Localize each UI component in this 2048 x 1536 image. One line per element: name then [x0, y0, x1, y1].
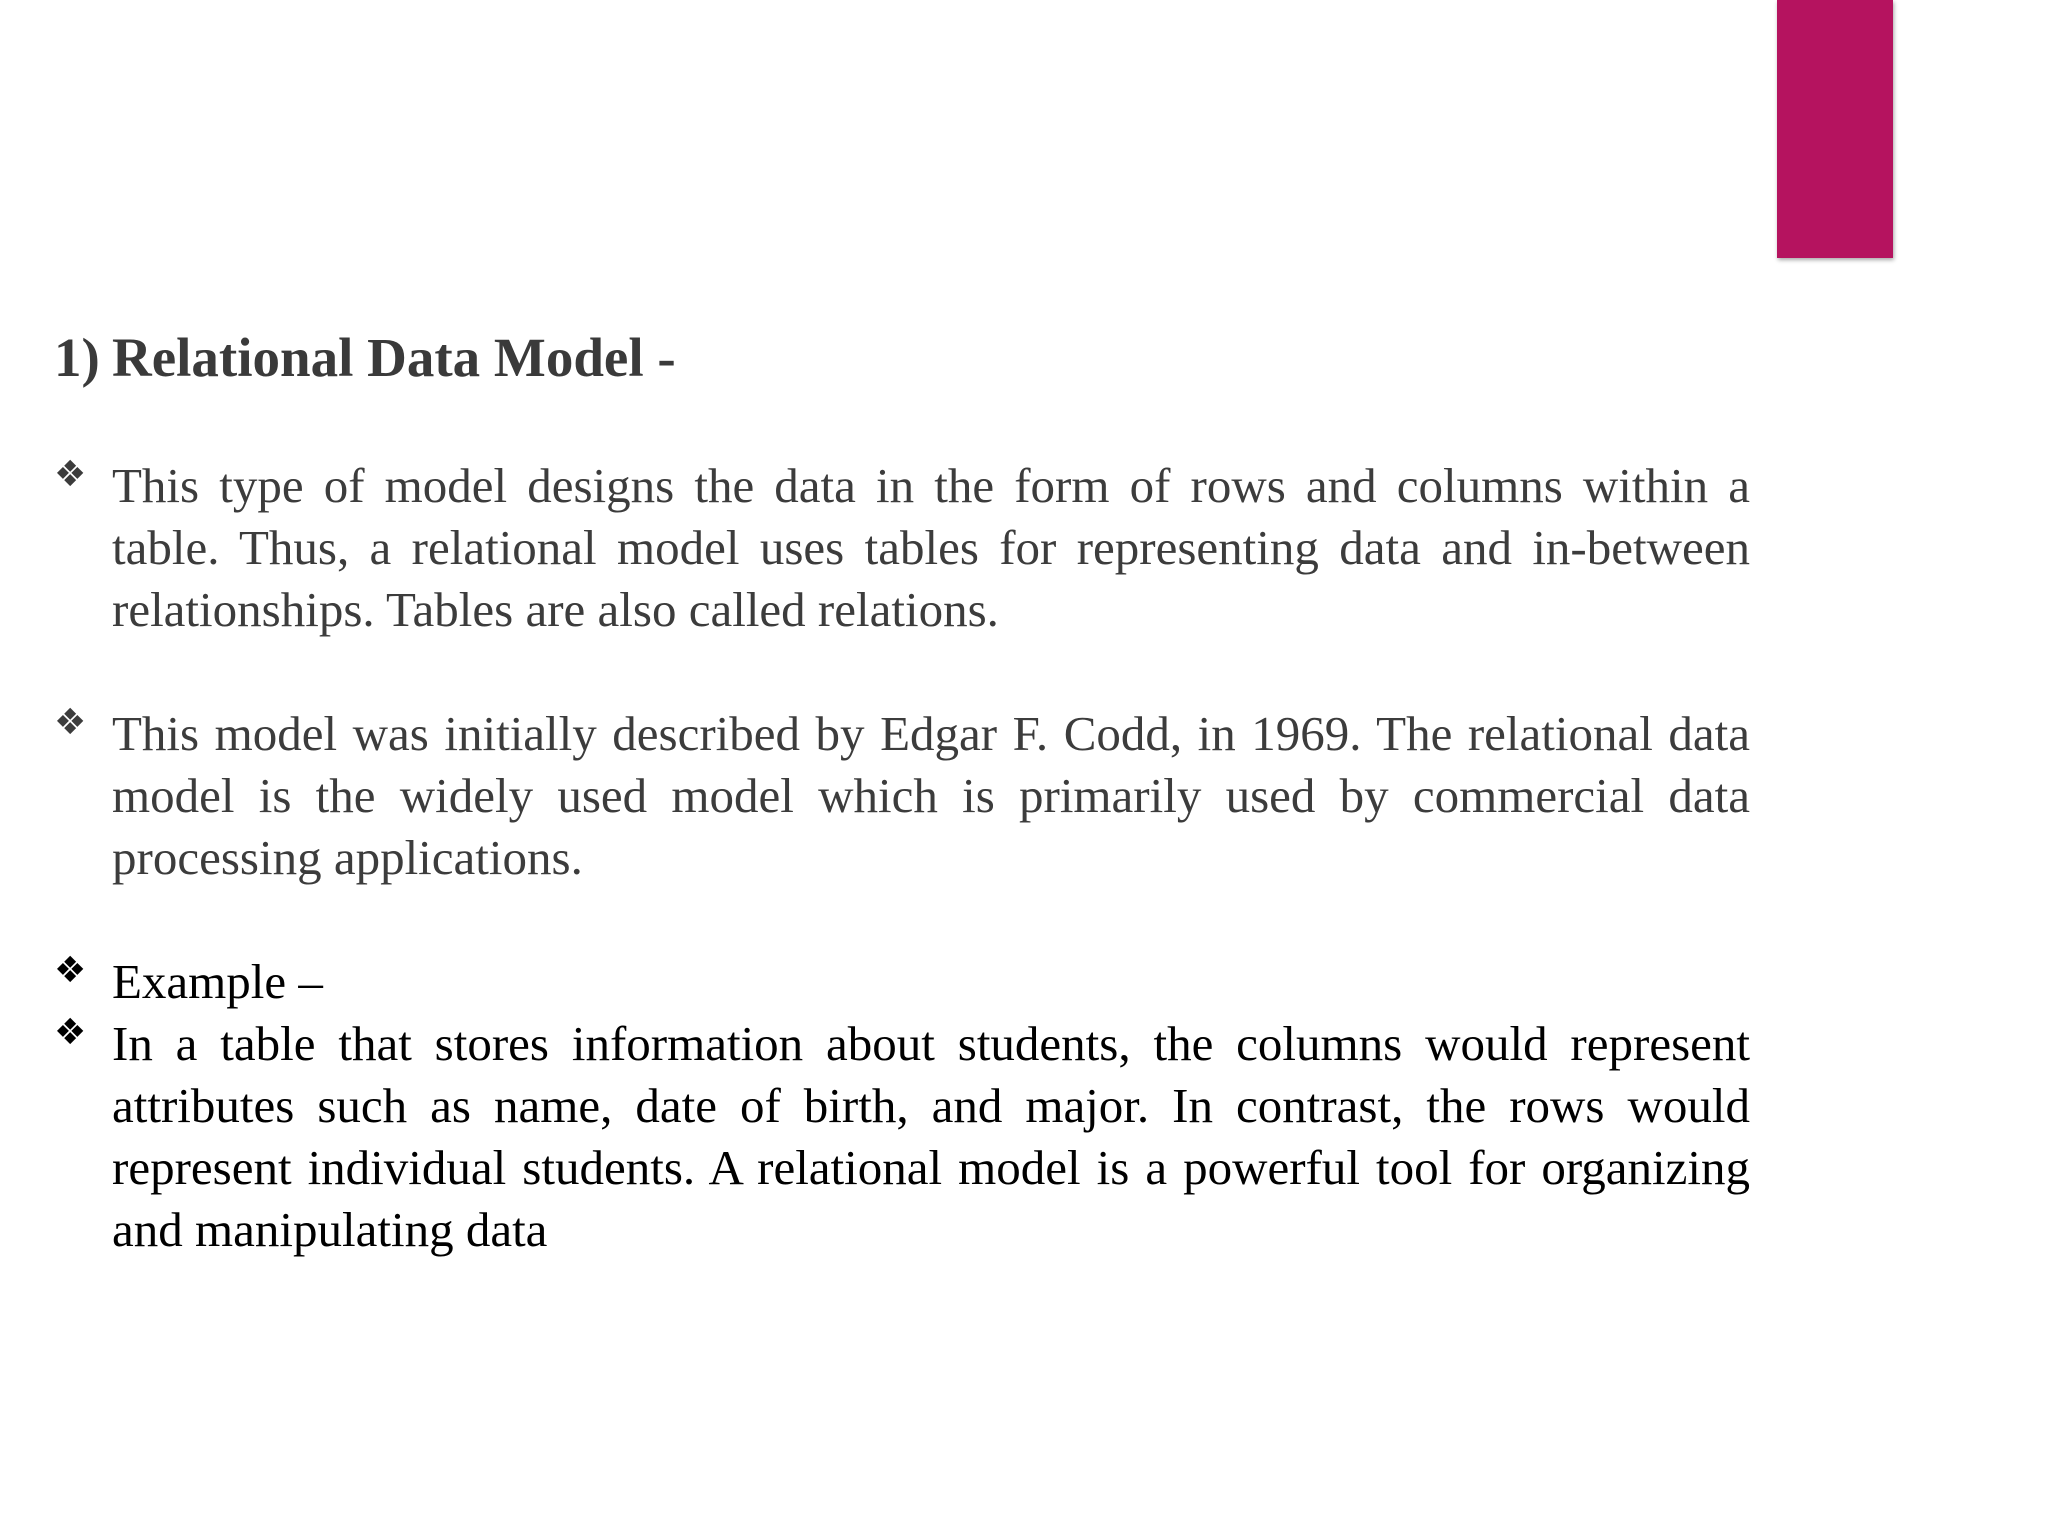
bullet-text: Example – — [112, 954, 323, 1009]
bullet-text: In a table that stores information about students, the columns would represent attributes such as name, date of birth, and major. In contrast, the rows would represent individual students. A relational model is a powerful tool for organizing and manipulating data — [112, 1016, 1750, 1257]
heading-number: 1) — [54, 327, 100, 388]
bullet-icon: ❖ — [54, 950, 87, 991]
bullet-item-2 — [54, 702, 1750, 889]
bullet-item-3 — [54, 950, 1750, 1013]
slide-heading — [54, 318, 676, 398]
bullet-item-1 — [54, 454, 1750, 641]
bullet-icon: ❖ — [54, 1012, 87, 1053]
accent-bar — [1777, 0, 1893, 258]
heading-title: Relational Data Model - — [112, 327, 676, 388]
bullet-item-4 — [54, 1012, 1750, 1261]
bullet-text: This type of model designs the data in the form of rows and columns within a table. Thus, a relational model uses tables for representing data and in-between relationships. Tables are also called relations. — [112, 458, 1750, 637]
bullet-text: This model was initially described by Edgar F. Codd, in 1969. The relational data model is the widely used model which is primarily used by commercial data processing applications. — [112, 706, 1750, 885]
bullet-icon: ❖ — [54, 702, 87, 743]
bullet-icon: ❖ — [54, 454, 87, 495]
